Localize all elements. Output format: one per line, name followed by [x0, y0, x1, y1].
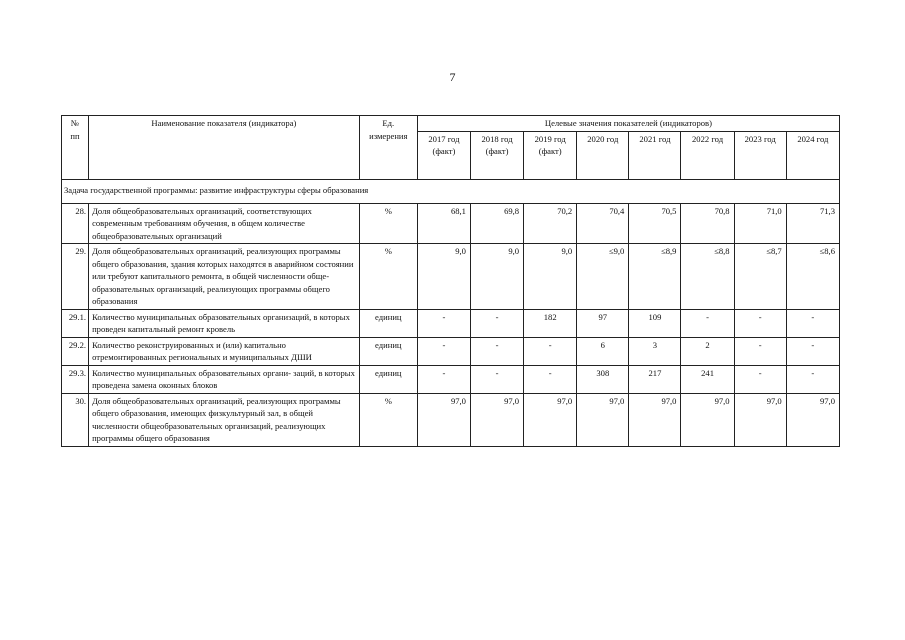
row-number: 30.	[62, 393, 89, 446]
value-cell: 97,0	[681, 393, 734, 446]
value-cell: 71,0	[734, 203, 786, 244]
header-year: 2021 год	[629, 131, 681, 179]
unit: единиц	[359, 309, 417, 337]
value-cell: 71,3	[786, 203, 839, 244]
value-cell: 241	[681, 365, 734, 393]
value-cell: 97,0	[577, 393, 629, 446]
value-cell: 2	[681, 337, 734, 365]
row-number: 29.2.	[62, 337, 89, 365]
row-number: 29.3.	[62, 365, 89, 393]
value-cell: 9,0	[470, 244, 523, 310]
indicator-name: Количество реконструированных и (или) капитально отремонтированных региональных и муниципальных ДШИ	[89, 337, 360, 365]
row-number: 28.	[62, 203, 89, 244]
value-cell: 68,1	[417, 203, 470, 244]
value-cell: 6	[577, 337, 629, 365]
table-row	[62, 244, 840, 310]
indicator-name: Доля общеобразовательных организаций, реализующих программы общего образования, здания которых находятся в аварийном состоянии или требуют капитального ремонта, в общей численности обще- образовательных организаций, реализующих программы общего образования	[89, 244, 360, 310]
table-row	[62, 337, 840, 365]
header-target-group: Целевые значения показателей (индикаторов)	[417, 116, 839, 132]
value-cell: -	[417, 309, 470, 337]
header-num: № пп	[62, 116, 89, 180]
value-cell: -	[417, 365, 470, 393]
row-number: 29.	[62, 244, 89, 310]
row-number: 29.1.	[62, 309, 89, 337]
value-cell: 97,0	[786, 393, 839, 446]
unit: %	[359, 244, 417, 310]
value-cell: -	[786, 365, 839, 393]
header-year: 2020 год	[577, 131, 629, 179]
value-cell: -	[524, 337, 577, 365]
value-cell: 70,8	[681, 203, 734, 244]
table-row	[62, 393, 840, 446]
header-year: 2022 год	[681, 131, 734, 179]
value-cell: 70,4	[577, 203, 629, 244]
section-row	[62, 179, 840, 203]
unit: единиц	[359, 337, 417, 365]
indicators-table	[61, 115, 840, 447]
value-cell: -	[734, 337, 786, 365]
unit: %	[359, 393, 417, 446]
value-cell: -	[681, 309, 734, 337]
header-unit: Ед. измерения	[359, 116, 417, 180]
indicator-name: Количество муниципальных образовательных организаций, в которых проведен капитальный ремонт кровель	[89, 309, 360, 337]
value-cell: 70,5	[629, 203, 681, 244]
value-cell: ≤8,8	[681, 244, 734, 310]
unit: единиц	[359, 365, 417, 393]
unit: %	[359, 203, 417, 244]
value-cell: -	[734, 365, 786, 393]
value-cell: 97	[577, 309, 629, 337]
table-row	[62, 365, 840, 393]
header-year: 2024 год	[786, 131, 839, 179]
value-cell: 97,0	[629, 393, 681, 446]
header-year: 2019 год (факт)	[524, 131, 577, 179]
value-cell: 182	[524, 309, 577, 337]
value-cell: 3	[629, 337, 681, 365]
section-title: Задача государственной программы: развитие инфраструктуры сферы образования	[62, 179, 840, 203]
value-cell: -	[734, 309, 786, 337]
header-year: 2018 год (факт)	[470, 131, 523, 179]
page-number: 7	[449, 70, 456, 84]
value-cell: 9,0	[417, 244, 470, 310]
value-cell: -	[786, 337, 839, 365]
table-row	[62, 203, 840, 244]
value-cell: 97,0	[417, 393, 470, 446]
value-cell: -	[524, 365, 577, 393]
value-cell: 308	[577, 365, 629, 393]
indicator-name: Доля общеобразовательных организаций, соответствующих современным требованиям обучения, в общем количестве общеобразовательных организаций	[89, 203, 360, 244]
value-cell: -	[470, 309, 523, 337]
value-cell: -	[470, 337, 523, 365]
value-cell: 97,0	[470, 393, 523, 446]
value-cell: 97,0	[734, 393, 786, 446]
value-cell: 217	[629, 365, 681, 393]
value-cell: ≤9,0	[577, 244, 629, 310]
value-cell: ≤8,9	[629, 244, 681, 310]
indicator-name: Количество муниципальных образовательных органи- заций, в которых проведена замена оконных блоков	[89, 365, 360, 393]
value-cell: -	[786, 309, 839, 337]
value-cell: ≤8,7	[734, 244, 786, 310]
value-cell: 70,2	[524, 203, 577, 244]
table-row	[62, 309, 840, 337]
value-cell: 69,8	[470, 203, 523, 244]
header-year: 2023 год	[734, 131, 786, 179]
indicator-name: Доля общеобразовательных организаций, реализующих программы общего образования, имеющих физкультурный зал, в общей численности общеобразовательных организаций, реализующих программы общего образования	[89, 393, 360, 446]
value-cell: ≤8,6	[786, 244, 839, 310]
header-year: 2017 год (факт)	[417, 131, 470, 179]
value-cell: 97,0	[524, 393, 577, 446]
header-row-top	[62, 116, 840, 132]
value-cell: 109	[629, 309, 681, 337]
header-name: Наименование показателя (индикатора)	[89, 116, 360, 180]
value-cell: -	[470, 365, 523, 393]
value-cell: 9,0	[524, 244, 577, 310]
value-cell: -	[417, 337, 470, 365]
